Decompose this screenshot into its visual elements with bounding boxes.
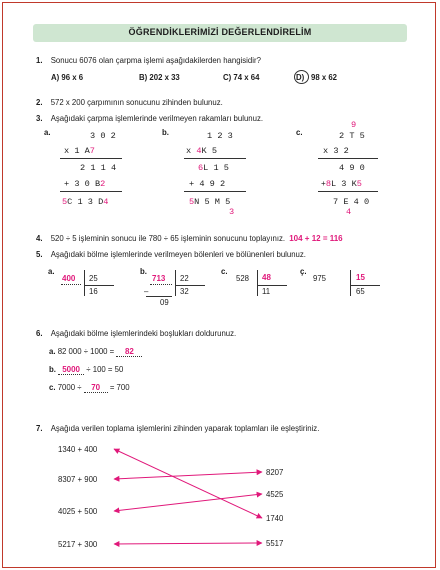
q6a-answer: 82: [116, 347, 142, 357]
q5a-quotient: 16: [89, 287, 98, 296]
q6c-answer: 70: [84, 383, 108, 393]
arrow-1340-1740: [114, 449, 262, 518]
q3a-row2: x 1 A7: [64, 146, 95, 156]
q7-right-item-2: 4525: [266, 490, 284, 499]
q3b-label: b.: [162, 128, 169, 137]
q3b-answer-m: 3: [229, 207, 235, 217]
question-2-text: 572 x 200 çarpımının sonucunu zihinden bulunuz.: [50, 98, 223, 107]
q5a-label: a.: [48, 267, 55, 276]
q3a-answer-b: 2: [100, 179, 106, 189]
q5d-quotient: 65: [356, 287, 365, 296]
q5b-label: b.: [140, 267, 147, 276]
q3b-row5: 5N 5 M 5: [189, 197, 231, 207]
q3a-row3: 2 1 1 4: [80, 163, 117, 173]
q1-option-a[interactable]: A) 96 x 6: [51, 73, 84, 82]
q5b-quotient: 32: [180, 287, 189, 296]
q1-option-d[interactable]: D): [296, 73, 305, 82]
question-5-number: 5.: [36, 250, 43, 259]
q3a-answer-a: 7: [89, 146, 95, 156]
q6b-answer: 5000: [58, 365, 84, 375]
q5b-minus: –: [144, 287, 149, 296]
q5d-dividend: 975: [313, 274, 327, 283]
q3b-answer-k: 4: [196, 146, 202, 156]
question-2-number: 2.: [36, 98, 43, 107]
q7-left-item-2: 8307 + 900: [58, 475, 98, 484]
page-title: ÖĞRENDİKLERİMİZİ DEĞERLENDİRELİM: [128, 27, 312, 37]
q7-right-item-1: 8207: [266, 468, 284, 477]
q5b-dividend: 713: [152, 274, 166, 283]
q6a-row: a. 82 000 ÷ 1000 = 82: [49, 347, 142, 357]
q3a-row5: 5C 1 3 D4: [62, 197, 109, 207]
q6c-row: c. 7000 ÷ 70 = 700: [49, 383, 130, 392]
q3a-row1: 3 0 2: [90, 131, 116, 141]
q7-left-item-3: 4025 + 500: [58, 507, 98, 516]
arrow-4025-4525: [114, 494, 262, 511]
q3a-answer-d: 4: [103, 197, 109, 207]
q3c-row5: 7 E 4 0: [333, 197, 370, 207]
question-6-text: Aşağıdaki bölme işlemlerindeki boşlukları doldurunuz.: [50, 329, 237, 338]
question-5-text: Aşağıdaki bölme işlemlerinde verilmeyen bölenleri ve bölünenleri bulunuz.: [50, 250, 306, 259]
q5c-divisor: 48: [262, 273, 271, 282]
q5d-divisor: 15: [356, 273, 365, 282]
q5d-label: ç.: [300, 267, 307, 276]
q3c-row1: 2 T 5: [339, 131, 365, 141]
question-1-text: Sonucu 6076 olan çarpma işlemi aşağıdakilerden hangisidir?: [50, 56, 261, 65]
arrow-5217-5517: [114, 543, 262, 544]
q3b-row4: + 4 9 2: [189, 179, 226, 189]
q7-right-item-3: 1740: [266, 514, 284, 523]
q5a-dividend: 400: [62, 274, 76, 283]
question-4-number: 4.: [36, 234, 43, 243]
q7-left-item-1: 1340 + 400: [58, 445, 98, 454]
q5b-remainder: 09: [160, 298, 169, 307]
question-4-text: 520 ÷ 5 işleminin sonucu ile 780 ÷ 65 işleminin sonucunu toplayınız.: [50, 234, 286, 243]
q7-right-item-4: 5517: [266, 539, 284, 548]
q3c-row2: x 3 2: [323, 146, 349, 156]
question-7-number: 7.: [36, 424, 43, 433]
q3c-answer-k: 5: [356, 179, 362, 189]
q3b-answer-l: 6: [198, 163, 204, 173]
q3c-row4: +8L 3 K5: [321, 179, 362, 189]
q3c-label: c.: [296, 128, 303, 137]
q3b-row3: 6L 1 5: [198, 163, 229, 173]
q1-option-b[interactable]: B) 202 x 33: [139, 73, 180, 82]
q3a-row4: + 3 0 B2: [64, 179, 106, 189]
q3c-answer-e: 4: [346, 207, 352, 217]
question-7-text: Aşağıda verilen toplama işlemlerini zihinden yaparak toplamları ile eşleştiriniz.: [50, 424, 320, 433]
q5c-quotient: 11: [262, 287, 271, 296]
question-3-text: Aşağıdaki çarpma işlemlerinde verilmeyen rakamları bulunuz.: [50, 114, 264, 123]
question-3-number: 3.: [36, 114, 43, 123]
q5a-divisor: 25: [89, 274, 98, 283]
q5b-divisor: 22: [180, 274, 189, 283]
question-4-answer: 104 + 12 = 116: [289, 234, 343, 243]
q6b-row: b. 5000 ÷ 100 = 50: [49, 365, 124, 374]
q3b-row1: 1 2 3: [207, 131, 233, 141]
question-1-number: 1.: [36, 56, 43, 65]
q3c-row3: 4 9 0: [339, 163, 365, 173]
q7-left-item-4: 5217 + 300: [58, 540, 98, 549]
q3b-answer-n: 5: [189, 197, 195, 207]
q3c-answer-l: 8: [325, 179, 331, 189]
q5c-label: c.: [221, 267, 228, 276]
q1-option-d-value: 98 x 62: [311, 73, 338, 82]
arrow-8307-8207: [114, 472, 262, 479]
q5c-dividend: 528: [236, 274, 250, 283]
q1-option-c[interactable]: C) 74 x 64: [223, 73, 260, 82]
q3b-row2: x 4K 5: [186, 146, 217, 156]
question-6-number: 6.: [36, 329, 43, 338]
q3a-answer-c: 5: [62, 197, 68, 207]
q3c-answer-t: 9: [351, 120, 357, 130]
q3a-label: a.: [44, 128, 51, 137]
